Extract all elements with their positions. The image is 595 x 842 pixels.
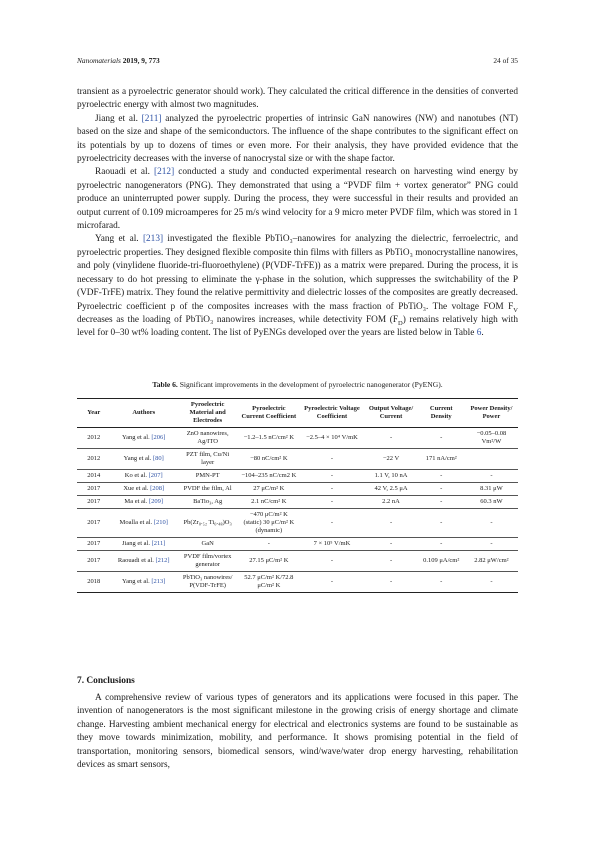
table-cell-voltage-coef: −2.5–4 × 10⁴ V/mK: [299, 428, 364, 449]
page-header: [77, 56, 518, 65]
table-cell-density: -: [418, 572, 465, 593]
table-cell-author: [110, 496, 177, 509]
table-cell-voltage-coef: -: [299, 470, 364, 483]
table-cell-density: -: [418, 470, 465, 483]
table-cell-author: [110, 483, 177, 496]
table-cell-author: [110, 551, 177, 572]
table-row: [77, 470, 518, 483]
table-cell-year: 2017: [77, 551, 110, 572]
table-cell-power: -: [465, 470, 518, 483]
author-name: Jiang et al.: [122, 540, 150, 547]
table-cell-current-coef: −80 nC/cm² K: [238, 449, 299, 470]
table-cell-year: 2014: [77, 470, 110, 483]
table-cell-output: -: [364, 538, 417, 551]
table-cell-author: [110, 428, 177, 449]
table-header-row: [77, 399, 518, 428]
table-cell-density: -: [418, 509, 465, 538]
table-cell-output: -: [364, 551, 417, 572]
pyeng-table: [77, 398, 518, 593]
table-cell-voltage-coef: -: [299, 509, 364, 538]
conclusions-body: [77, 692, 518, 772]
table-cell-voltage-coef: 7 × 10⁵ V/mK: [299, 538, 364, 551]
table-caption: [77, 380, 518, 389]
table-cell-current-coef: 27 μC/m² K: [238, 483, 299, 496]
table-cell-year: 2012: [77, 449, 110, 470]
table-cell-output: -: [364, 572, 417, 593]
col-density: Current Density: [418, 399, 465, 428]
table-cell-voltage-coef: -: [299, 496, 364, 509]
table-cell-current-coef: 27.15 μC/m² K: [238, 551, 299, 572]
table-cell-current-coef: −104–235 nC/cm2 K: [238, 470, 299, 483]
table-cell-density: 171 nA/cm²: [418, 449, 465, 470]
col-power: Power Density/ Power: [465, 399, 518, 428]
citation-link[interactable]: [209]: [148, 498, 164, 505]
table-cell-density: -: [418, 428, 465, 449]
paragraph-conclusions: A comprehensive review of various types of generators and its applications were focused in this paper. The invention of nanogenerators is the most significant milestone in the growing crisis of energy shortage and climate change. Harvesting ambient mechanical energy for electrical and electronics systems are found to be sustainable as they move towards minimization, mobility, and performance. It shows promising potential in the field of transportation, monitoring sensors, biomedical sensors, wind/wave/water drop energy harvesting, rehabilitation devices as smart sensors,: [77, 693, 518, 771]
table-cell-current-coef: 2.1 nC/cm² K: [238, 496, 299, 509]
table-cell-voltage-coef: -: [299, 449, 364, 470]
table-cell-power: -: [465, 509, 518, 538]
table-cell-power: 8.31 μW: [465, 483, 518, 496]
table-cell-material: Pb(Zr₀.₅₂ Ti₀.₄₈)O₃: [177, 509, 238, 538]
table-cell-voltage-coef: -: [299, 551, 364, 572]
table-row: [77, 449, 518, 470]
author-name: Yang et al.: [122, 578, 150, 585]
table-row: [77, 483, 518, 496]
page-number: 24 of 35: [493, 56, 518, 65]
table-cell-density: -: [418, 496, 465, 509]
citation-link[interactable]: [213]: [151, 578, 166, 585]
table-cell-author: [110, 538, 177, 551]
citation-link[interactable]: [211]: [141, 113, 162, 124]
journal-name: Nanomaterials: [77, 56, 121, 65]
table-cell-power: 60.3 nW: [465, 496, 518, 509]
citation-link[interactable]: [208]: [150, 485, 165, 492]
citation-link[interactable]: [211]: [151, 540, 166, 547]
table-cell-current-coef: −470 μC/m² K (static) 30 μC/m² K (dynamic): [238, 509, 299, 538]
table-cell-power: -: [465, 572, 518, 593]
table-cell-power: 2.82 μW/cm²: [465, 551, 518, 572]
table-cell-output: 2.2 nA: [364, 496, 417, 509]
paragraph-raouadi: Raouadi et al. [212] conducted a study and conducted experimental research on harvesting wind energy by pyroelectric nanogenerators (PNG). They demonstrated that using a “PVDF film + vortex generator” PNG could produce an uninterrupted power supply. During the process, they were successful in their results and provided an output current of 0.109 microamperes for 25 m/s wind velocity for a 9 micro meter PVDF film, which was stored in 1 microfarad.: [77, 167, 518, 232]
table-cell-material: ZnO nanowires, Ag/ITO: [177, 428, 238, 449]
table-caption-label: Table 6.: [152, 380, 178, 389]
table-cell-density: -: [418, 483, 465, 496]
citation-link[interactable]: [212]: [155, 557, 170, 564]
author-name: Yang et al.: [122, 434, 150, 441]
table-cell-voltage-coef: -: [299, 483, 364, 496]
journal-citation: [77, 56, 160, 65]
table-cell-output: -: [364, 428, 417, 449]
table-cell-year: 2012: [77, 428, 110, 449]
citation-link[interactable]: [210]: [153, 519, 168, 526]
table-row: [77, 538, 518, 551]
author-name: Ma et al.: [124, 498, 148, 505]
table-reference-link[interactable]: 6: [476, 328, 482, 339]
table-cell-current-coef: −1.2–1.5 nC/cm² K: [238, 428, 299, 449]
table-cell-density: -: [418, 538, 465, 551]
table-cell-material: PVDF the film, Al: [177, 483, 238, 496]
table-cell-current-coef: 52.7 μC/m² K/72.8 μC/m² K: [238, 572, 299, 593]
paragraph-yang: Yang et al. [213] investigated the flexible PbTiO₃–nanowires for analyzing the dielectric, ferroelectric, and pyroelectric properties. They designed flexible composite thin films with fillers as PbTiO₃ monocrystalline nanowires, and poly (vinylidene fluoride-tri-fluoroethylene) (P(VDF-TrFE)) as a matrix were prepared. During the process, it is necessary to do hot pressing to eliminate the γ-phase in the solution, which suppresses the switchability of the P (VDF-TrFE) matrix. They found the relative permittivity and dielectric losses of the composites are greatly decreased. Pyroelectric coefficient p of the composites increases with the mass fraction of PbTiO₃. The voltage FOM $F_V$ decreases as the loading of PbTiO₃ nanowires increases, while detectivity FOM $(F_D)$ remains relatively high with level for 0–30 wt% loading content. The list of PyENGs developed over the years are listed below in Table 6.: [77, 234, 518, 339]
table-cell-power: −0.05–0.08 Vm²/W: [465, 428, 518, 449]
table-cell-density: 0.109 μA/cm²: [418, 551, 465, 572]
table-cell-year: 2017: [77, 483, 110, 496]
table-row: [77, 551, 518, 572]
table-cell-power: [465, 449, 518, 470]
citation-link[interactable]: [207]: [148, 472, 163, 479]
author-name: Yang et al.: [123, 455, 152, 462]
table-cell-material: PbTiO₃ nanowires/ P(VDF-TrFE): [177, 572, 238, 593]
citation-link[interactable]: [80]: [152, 455, 164, 462]
table-cell-output: −22 V: [364, 449, 417, 470]
table-cell-year: 2017: [77, 538, 110, 551]
author-name: Xue et al.: [123, 485, 149, 492]
table-cell-material: BaTio₃, Ag: [177, 496, 238, 509]
table-cell-output: 1.1 V, 10 nA: [364, 470, 417, 483]
table-cell-material: PMN-PT: [177, 470, 238, 483]
col-authors: Authors: [110, 399, 177, 428]
citation-link[interactable]: [206]: [151, 434, 166, 441]
table-cell-author: [110, 449, 177, 470]
author-name: Moalla et al.: [119, 519, 153, 526]
citation-link[interactable]: [213]: [142, 234, 164, 245]
table-cell-author: [110, 572, 177, 593]
table-cell-current-coef: -: [238, 538, 299, 551]
table-row: [77, 496, 518, 509]
table-caption-text: Significant improvements in the development of pyroelectric nanogenerator (PyENG).: [177, 380, 443, 389]
table-row: [77, 428, 518, 449]
body-paragraphs: [77, 86, 518, 341]
table-cell-year: 2017: [77, 496, 110, 509]
col-year: Year: [77, 399, 110, 428]
author-name: Ko et al.: [124, 472, 147, 479]
table-cell-material: PVDF film/vortex generator: [177, 551, 238, 572]
col-output: Output Voltage/ Current: [364, 399, 417, 428]
section-title: 7. Conclusions: [77, 676, 135, 686]
col-material: Pyroelectric Material and Electrodes: [177, 399, 238, 428]
table-cell-author: [110, 470, 177, 483]
paragraph-jiang: Jiang et al. [211] analyzed the pyroelectric properties of intrinsic GaN nanowires (NW) and nanotubes (NT) based on the size and shape of the semiconductors. The influence of the shape contributes to the significant effect on its potentials by up to dozens of times or even more. For their analysis, they have provided evidence that the pyroelectricity decreases with the inverse of nanocrystal size or with the shape factor.: [77, 113, 518, 165]
table-cell-power: -: [465, 538, 518, 551]
journal-year: 2019, 9, 773: [122, 56, 160, 65]
author-name: Raouadi et al.: [117, 557, 154, 564]
table-cell-author: [110, 509, 177, 538]
citation-link[interactable]: [212]: [154, 167, 175, 178]
table-cell-material: GaN: [177, 538, 238, 551]
paragraph-continuation: transient as a pyroelectric generator should work). They calculated the critical difference in the densities of converted pyroelectric energy with almost two magnitudes.: [77, 87, 518, 111]
table-cell-year: 2017: [77, 509, 110, 538]
table-row: [77, 509, 518, 538]
col-voltage-coef: Pyroelectric Voltage Coefficient: [299, 399, 364, 428]
table-cell-material: PZT film, Cu/Ni layer: [177, 449, 238, 470]
table-body: [77, 428, 518, 593]
table-cell-output: 42 V, 2.5 μA: [364, 483, 417, 496]
col-current-coef: Pyroelectric Current Coefficient: [238, 399, 299, 428]
table-cell-output: -: [364, 509, 417, 538]
table-row: [77, 572, 518, 593]
table-cell-voltage-coef: -: [299, 572, 364, 593]
table-cell-year: 2018: [77, 572, 110, 593]
